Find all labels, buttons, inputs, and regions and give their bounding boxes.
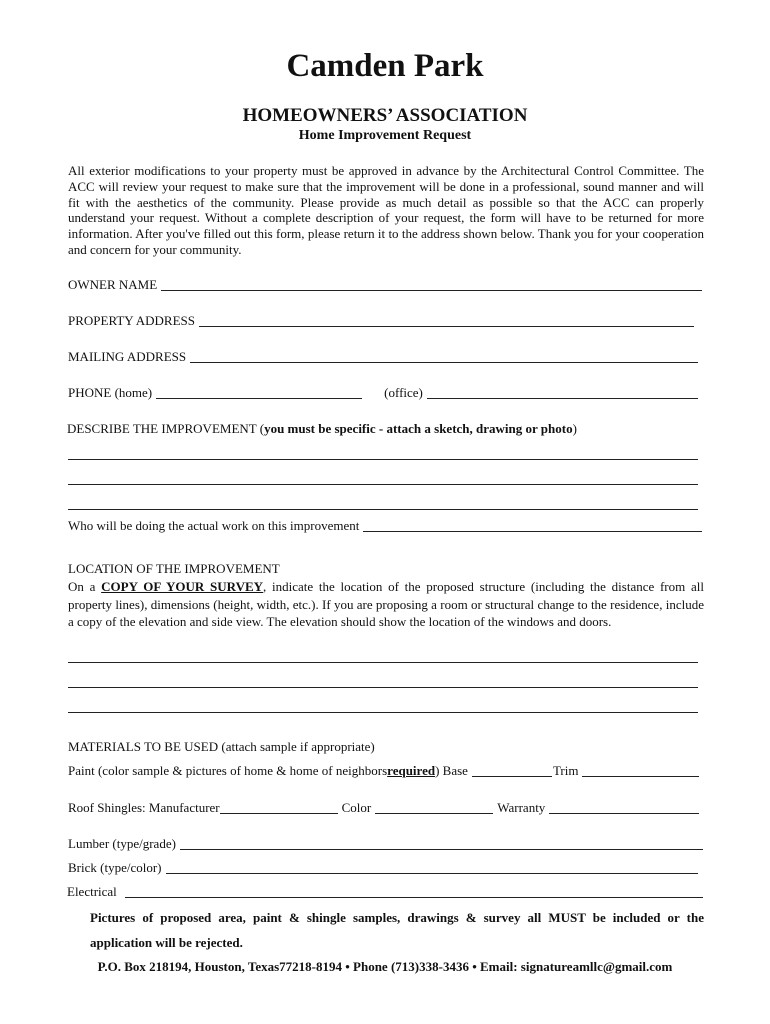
- describe-line-1[interactable]: [68, 459, 698, 460]
- roof-row: [68, 799, 699, 817]
- describe-instruction: you must be specific - attach a sketch, drawing or photo: [264, 421, 573, 436]
- phone-row: [68, 384, 698, 402]
- paint-row: [68, 762, 699, 780]
- brick-label: Brick (type/color): [68, 860, 162, 875]
- property-address-field[interactable]: [199, 314, 694, 327]
- survey-emphasis: COPY OF YOUR SURVEY: [101, 579, 264, 594]
- phone-home-field[interactable]: [156, 386, 362, 399]
- electrical-field[interactable]: [125, 885, 703, 898]
- form-name: Home Improvement Request: [298, 128, 472, 143]
- roof-warranty-field[interactable]: [549, 801, 699, 814]
- paint-required: required: [387, 763, 436, 778]
- mailing-address-label: MAILING ADDRESS: [68, 349, 187, 364]
- phone-home-label: PHONE (home): [68, 385, 153, 400]
- property-address-label: PROPERTY ADDRESS: [68, 313, 195, 328]
- describe-line-3[interactable]: [68, 509, 698, 510]
- roof-warranty-label: Warranty: [497, 800, 546, 815]
- lumber-label: Lumber (type/grade): [68, 836, 176, 851]
- describe-close: ): [572, 421, 577, 436]
- paint-base-label: ) Base: [435, 763, 468, 778]
- describe-label: DESCRIBE THE IMPROVEMENT (: [67, 421, 265, 436]
- phone-office-field[interactable]: [427, 386, 698, 399]
- lumber-row: [68, 835, 703, 853]
- location-heading: LOCATION OF THE IMPROVEMENT: [68, 561, 280, 576]
- roof-manufacturer-field[interactable]: [220, 801, 338, 814]
- location-instructions: [68, 578, 704, 631]
- location-line-1[interactable]: [68, 662, 698, 663]
- paint-trim-field[interactable]: [582, 764, 699, 777]
- intro-paragraph: All exterior modifications to your property must be approved in advance by the Architectural Control Committee. The ACC will review your request to make sure that the improvement will be done in a professional, sound manner and will fit with the aesthetics of the community. Please provide as much detail as possible so that the ACC can properly understand your request. Without a complete description of your request, the form will have to be returned for more information. After you've filled out this form, please return it to the address shown below. Thank you for your cooperation and concern for your community.: [68, 163, 704, 257]
- roof-color-field[interactable]: [375, 801, 493, 814]
- materials-heading: MATERIALS TO BE USED (attach sample if appropriate): [68, 739, 375, 754]
- owner-name-label: OWNER NAME: [68, 277, 158, 292]
- page-title: Camden Park: [286, 48, 484, 84]
- property-address-row: [68, 312, 694, 330]
- electrical-row: [67, 883, 703, 901]
- location-prefix: On a: [68, 579, 102, 594]
- association-name: HOMEOWNERS’ ASSOCIATION: [242, 105, 528, 126]
- owner-name-row: [68, 276, 702, 294]
- paint-base-field[interactable]: [472, 764, 552, 777]
- submission-notice: Pictures of proposed area, paint & shingle samples, drawings & survey all MUST be included or the application will be rejected.: [90, 910, 704, 950]
- describe-line-2[interactable]: [68, 484, 698, 485]
- worker-label: Who will be doing the actual work on this improvement: [68, 518, 360, 533]
- location-body: , indicate the location of the proposed structure (including the distance from all property lines), dimensions (height, width, etc.). If you are proposing a room or structural change to the residence, include a copy of the elevation and side view. The elevation should show the location of the windows and doors.: [68, 579, 704, 629]
- describe-row: [67, 420, 701, 438]
- lumber-field[interactable]: [180, 837, 703, 850]
- owner-name-field[interactable]: [161, 278, 702, 291]
- mailing-address-field[interactable]: [190, 350, 698, 363]
- worker-field[interactable]: [363, 519, 702, 532]
- electrical-label: Electrical: [67, 884, 117, 899]
- brick-row: [68, 859, 698, 877]
- roof-color-label: Color: [341, 800, 372, 815]
- location-line-2[interactable]: [68, 687, 698, 688]
- mailing-address-row: [68, 348, 698, 366]
- paint-label: Paint (color sample & pictures of home & home of neighbors: [68, 763, 388, 778]
- worker-row: [68, 517, 702, 535]
- location-line-3[interactable]: [68, 712, 698, 713]
- brick-field[interactable]: [166, 861, 699, 874]
- paint-trim-label: Trim: [552, 763, 579, 778]
- phone-office-label: (office): [384, 385, 423, 400]
- roof-manufacturer-label: Roof Shingles: Manufacturer: [68, 800, 220, 815]
- contact-footer: P.O. Box 218194, Houston, Texas77218-8194 • Phone (713)338-3436 • Email: signatureamllc@gmail.com: [97, 959, 673, 974]
